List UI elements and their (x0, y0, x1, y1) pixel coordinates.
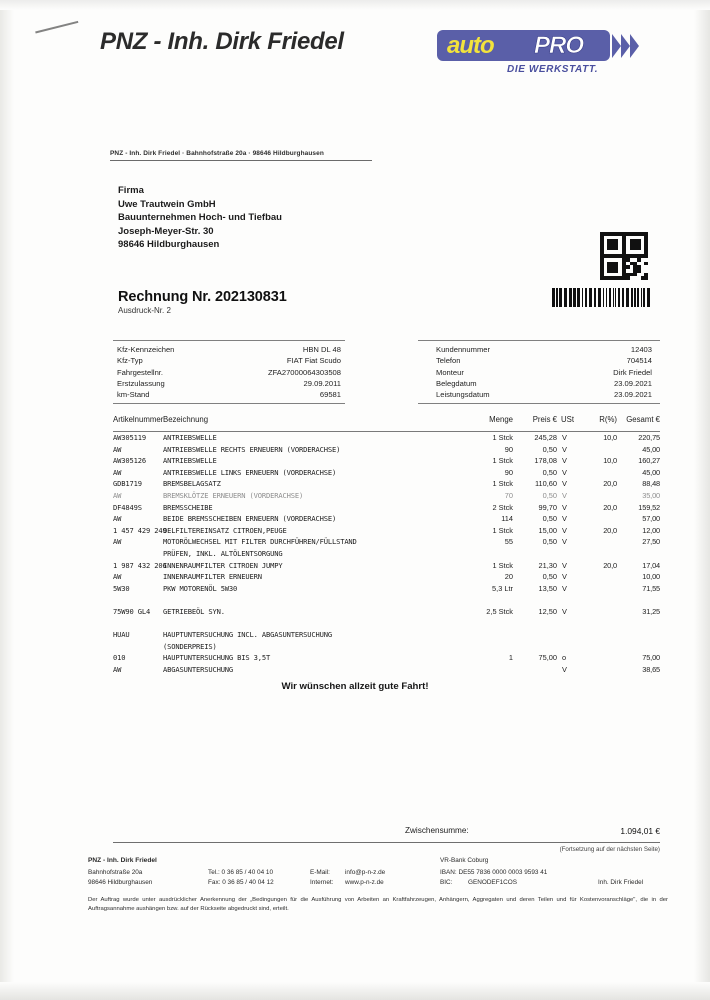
cell-total: 220,75 (638, 433, 660, 442)
continuation-note: (Fortsetzung auf der nächsten Seite) (559, 846, 660, 853)
vehicle-info-row (113, 389, 345, 400)
cell-total: 160,27 (638, 456, 660, 466)
closing-message: Wir wünschen allzeit gute Fahrt! (281, 681, 429, 692)
customer-info-label: Kundennummer (436, 345, 491, 354)
table-row (113, 629, 660, 641)
cell-quantity: 70 (504, 490, 513, 500)
cell-price: 245,28 (534, 433, 557, 442)
column-header-description: Bezeichnung (163, 415, 209, 424)
recipient-line-1: Firma (118, 185, 144, 196)
customer-info-label: Belegdatum (436, 378, 477, 388)
vehicle-info-value: ZFA27000064303508 (267, 367, 341, 377)
cell-total: 12,00 (642, 525, 660, 535)
cell-article: AW (113, 444, 122, 454)
column-header-discount: R(%) (599, 415, 617, 424)
recipient-line-4: Joseph-Meyer-Str. 30 (118, 225, 214, 237)
customer-info-row (418, 367, 660, 378)
cell-quantity: 1 Stck (492, 433, 513, 442)
qr-code (600, 232, 648, 280)
table-row-spacer (113, 594, 660, 606)
cell-article: AW (113, 467, 122, 477)
table-row (113, 444, 660, 456)
footer-owner: Inh. Dirk Friedel (598, 879, 644, 886)
chevron-right-icon (612, 34, 621, 58)
cell-description: BREMSBELAGSATZ (163, 479, 221, 489)
table-row (113, 513, 660, 525)
customer-info-row (418, 389, 660, 400)
table-row (113, 548, 660, 560)
customer-info-label: Leistungsdatum (436, 390, 490, 400)
cell-description: ANTRIEBSWELLE LINKS ERNEUERN (VORDERACHSE) (163, 467, 337, 477)
chevron-right-icon (630, 34, 639, 58)
footer-bic: GENODEF1COS (468, 879, 518, 886)
staple-mark-icon (35, 21, 81, 43)
customer-info-row (418, 344, 660, 355)
cell-vat: V (562, 583, 567, 593)
customer-info-row (418, 378, 660, 389)
vehicle-info-label: Kfz-Typ (117, 356, 143, 366)
table-row (113, 583, 660, 595)
cell-description: BREMSSCHEIBE (163, 502, 213, 512)
cell-total: 45,00 (642, 467, 660, 477)
cell-quantity: 1 Stck (492, 456, 513, 466)
cell-vat: V (562, 467, 567, 477)
cell-vat: V (562, 502, 567, 512)
footer-company-name: PNZ - Inh. Dirk Friedel (88, 857, 157, 864)
invoice-title: Rechnung Nr. 202130831 (118, 289, 287, 305)
customer-info-value: 704514 (626, 356, 652, 366)
cell-vat: V (562, 525, 567, 535)
vehicle-info-value: 29.09.2011 (303, 378, 341, 388)
customer-info-row (418, 355, 660, 366)
cell-total: 88,48 (642, 479, 660, 489)
cell-vat: V (562, 606, 567, 616)
table-row (113, 536, 660, 548)
customer-info-value: 12403 (630, 345, 652, 354)
cell-description: PRÜFEN, INKL. ALTÖLENTSORGUNG (163, 548, 283, 558)
cell-article: AW (113, 664, 122, 674)
cell-total: 31,25 (642, 606, 660, 616)
table-row (113, 664, 660, 676)
line-items-table (113, 415, 660, 675)
subtotal-divider (113, 842, 660, 843)
customer-info-value: Dirk Friedel (613, 367, 652, 377)
cell-discount: 20,0 (603, 502, 617, 512)
cell-quantity: 114 (501, 514, 513, 524)
scan-edge-right (694, 0, 710, 1000)
cell-description: OELFILTEREINSATZ CITROEN,PEUGE (163, 525, 287, 535)
table-row (113, 455, 660, 467)
logo-pro-text: PRO (534, 32, 584, 59)
autopro-logo (437, 30, 637, 82)
vehicle-info-label: Fahrgestellnr. (117, 367, 164, 377)
cell-price: 0,50 (542, 572, 557, 582)
cell-description: ABGASUNTERSUCHUNG (163, 664, 234, 674)
cell-discount: 20,0 (603, 525, 617, 535)
footer-fax: Fax: 0 36 85 / 40 04 12 (208, 879, 274, 886)
footer-email[interactable]: info@p-n-z.de (345, 869, 386, 876)
cell-vat: V (562, 444, 567, 454)
cell-description: ANTRIEBSWELLE (163, 433, 217, 442)
cell-vat: V (562, 572, 567, 582)
cell-price: 99,70 (538, 502, 557, 512)
recipient-address-block (118, 184, 282, 252)
footer-address-line-2: 98646 Hildburghausen (88, 879, 153, 886)
cell-quantity: 2 Stck (492, 502, 513, 512)
cell-vat: V (562, 537, 567, 547)
cell-price: 0,50 (542, 490, 557, 500)
cell-discount: 20,0 (603, 560, 617, 570)
vehicle-info-row (113, 355, 345, 366)
vehicle-info-label: km-Stand (117, 390, 150, 400)
footer-email-label: E-Mail: (310, 869, 330, 876)
cell-total: 35,00 (642, 490, 660, 500)
scan-edge-bottom (0, 982, 710, 1000)
cell-price: 0,50 (542, 467, 557, 477)
table-row (113, 652, 660, 664)
cell-article: AW (113, 490, 122, 500)
cell-price: 12,50 (538, 606, 557, 616)
cell-quantity: 1 Stck (492, 525, 513, 535)
cell-total: 71,55 (642, 583, 660, 593)
footer-bic-label: BIC: (440, 879, 453, 886)
sender-address-line: PNZ - Inh. Dirk Friedel · Bahnhofstraße 20a · 98646 Hildburghausen (110, 150, 372, 161)
cell-quantity: 55 (504, 537, 513, 547)
cell-price: 75,00 (538, 653, 557, 663)
cell-total: 75,00 (642, 653, 660, 663)
cell-discount: 10,0 (603, 456, 617, 466)
scan-edge-left (0, 0, 14, 1000)
cell-description: GETRIEBEÖL SYN. (163, 606, 225, 616)
cell-article: 5W30 (113, 583, 130, 593)
cell-vat: V (562, 490, 567, 500)
cell-vat: V (562, 479, 567, 489)
footer-website[interactable]: www.p-n-z.de (345, 879, 384, 886)
customer-info-value: 23.09.2021 (613, 378, 652, 388)
customer-info-label: Monteur (436, 367, 464, 377)
cell-quantity: 90 (504, 467, 513, 477)
subtotal-value: 1.094,01 € (620, 826, 660, 836)
table-row (113, 571, 660, 583)
cell-quantity: 1 Stck (492, 479, 513, 489)
cell-price: 0,50 (542, 537, 557, 547)
recipient-line-3: Bauunternehmen Hoch- und Tiefbau (118, 212, 282, 223)
cell-description: ANTRIEBSWELLE RECHTS ERNEUERN (VORDERACHSE) (163, 444, 341, 454)
vehicle-info-label: Kfz-Kennzeichen (117, 345, 175, 354)
cell-description: (SONDERPREIS) (163, 641, 217, 651)
cell-article: DF4849S (113, 502, 142, 512)
cell-article: AW305119 (113, 433, 146, 442)
cell-article: AW (113, 537, 122, 547)
table-row (113, 478, 660, 490)
table-row (113, 432, 660, 444)
vehicle-info-row (113, 367, 345, 378)
logo-auto-text: auto (447, 32, 494, 59)
cell-article: AW305126 (113, 456, 146, 466)
cell-total: 27,50 (642, 537, 660, 547)
cell-total: 38,65 (642, 664, 660, 674)
cell-description: MOTORÖLWECHSEL MIT FILTER DURCHFÜHREN/FÜLLSTAND (163, 537, 357, 547)
cell-discount: 10,0 (603, 433, 617, 442)
table-header-row (113, 415, 660, 432)
cell-price: 13,50 (538, 583, 557, 593)
cell-description: BREMSKLÖTZE ERNEUERN (VORDERACHSE) (163, 490, 304, 500)
cell-article: 75W90 GL4 (113, 606, 151, 616)
legal-terms-text: Der Auftrag wurde unter ausdrücklicher Anerkennung der „Bedingungen für die Ausführung von Arbeiten an Kraftfahrzeugen, Anhängern, Aggregaten und deren Teilen und für Kostenvoranschläge", die in der Auftragsannahme aushängen bzw. auf der Rückseite abgedruckt sind, erteilt. (88, 897, 668, 912)
cell-price: 110,60 (534, 479, 557, 489)
cell-quantity: 90 (504, 444, 513, 454)
footer-address-line-1: Bahnhofstraße 20a (88, 869, 143, 876)
cell-price: 178,08 (534, 456, 557, 466)
column-header-vat: USt (561, 415, 574, 424)
cell-description: INNENRAUMFILTER ERNEUERN (163, 572, 262, 582)
cell-price: 15,00 (538, 525, 557, 535)
vehicle-info-table (113, 340, 345, 404)
cell-total: 45,00 (642, 444, 660, 454)
cell-vat: o (562, 653, 566, 663)
cell-description: ANTRIEBSWELLE (163, 456, 217, 466)
cell-description: HAUPTUNTERSUCHUNG INCL. ABGASUNTERSUCHUNG (163, 630, 332, 640)
customer-info-table (418, 340, 660, 404)
cell-quantity: 1 Stck (492, 560, 513, 570)
logo-tagline: DIE WERKSTATT. (507, 64, 599, 75)
table-row (113, 490, 660, 502)
cell-article: GDB1719 (113, 479, 142, 489)
cell-quantity: 5,3 Ltr (492, 583, 513, 593)
table-row-spacer (113, 618, 660, 630)
chevron-right-icon (621, 34, 630, 58)
cell-article: AW (113, 572, 122, 582)
recipient-line-2: Uwe Trautwein GmbH (118, 198, 216, 210)
cell-article: HUAU (113, 630, 130, 640)
cell-article: AW (113, 514, 122, 524)
vehicle-info-value: FIAT Fiat Scudo (286, 356, 341, 366)
company-name: PNZ - Inh. Dirk Friedel (100, 28, 344, 55)
customer-info-label: Telefon (436, 356, 461, 366)
vehicle-info-row (113, 378, 345, 389)
cell-vat: V (562, 560, 567, 570)
column-header-quantity: Menge (489, 415, 513, 424)
recipient-line-5: 98646 Hildburghausen (118, 239, 220, 250)
cell-discount: 20,0 (603, 479, 617, 489)
footer-telephone: Tel.: 0 36 85 / 40 04 10 (208, 869, 274, 876)
cell-price: 0,50 (542, 514, 557, 524)
column-header-price: Preis € (532, 415, 557, 424)
table-row (113, 560, 660, 572)
cell-description: INNENRAUMFILTER CITROEN JUMPY (163, 560, 283, 570)
cell-description: PKW MOTORENÖL 5W30 (163, 583, 238, 593)
footer-iban: IBAN: DE55 7836 0000 0003 9593 41 (440, 869, 548, 876)
cell-description: HAUPTUNTERSUCHUNG BIS 3,5T (163, 653, 271, 663)
cell-vat: V (562, 433, 567, 442)
vehicle-info-value: HBN DL 48 (302, 345, 341, 354)
table-body (113, 432, 660, 675)
column-header-total: Gesamt € (626, 415, 660, 424)
cell-vat: V (562, 514, 567, 524)
vehicle-info-label: Erstzulassung (117, 378, 165, 388)
footer-internet-label: Internet: (310, 879, 334, 886)
cell-vat: V (562, 664, 567, 674)
customer-info-value: 23.09.2021 (613, 390, 652, 400)
table-row (113, 502, 660, 514)
cell-quantity: 1 (508, 653, 513, 663)
table-row (113, 525, 660, 537)
cell-article: 010 (113, 653, 126, 663)
document-header (0, 0, 710, 105)
cell-total: 17,04 (642, 560, 660, 570)
column-header-article: Artikelnummer (113, 415, 164, 424)
table-row (113, 467, 660, 479)
table-row (113, 606, 660, 618)
cell-price: 0,50 (542, 444, 557, 454)
footer-bank-name: VR-Bank Coburg (440, 857, 489, 864)
table-row (113, 641, 660, 653)
cell-description: BEIDE BREMSSCHEIBEN ERNEUERN (VORDERACHSE) (163, 514, 337, 524)
cell-article: 1 987 432 206 (113, 560, 167, 570)
vehicle-info-value: 69581 (319, 390, 341, 400)
cell-price: 21,30 (538, 560, 557, 570)
subtotal-label: Zwischensumme: (405, 826, 469, 835)
cell-total: 159,52 (638, 502, 660, 512)
cell-total: 57,00 (642, 514, 660, 524)
cell-quantity: 20 (504, 572, 513, 582)
vehicle-info-row (113, 344, 345, 355)
cell-total: 10,00 (642, 572, 660, 582)
cell-article: 1 457 429 249 (113, 525, 167, 535)
invoice-print-number: Ausdruck-Nr. 2 (118, 306, 171, 315)
cell-vat: V (562, 456, 567, 466)
barcode (552, 288, 652, 307)
cell-quantity: 2,5 Stck (486, 606, 513, 616)
